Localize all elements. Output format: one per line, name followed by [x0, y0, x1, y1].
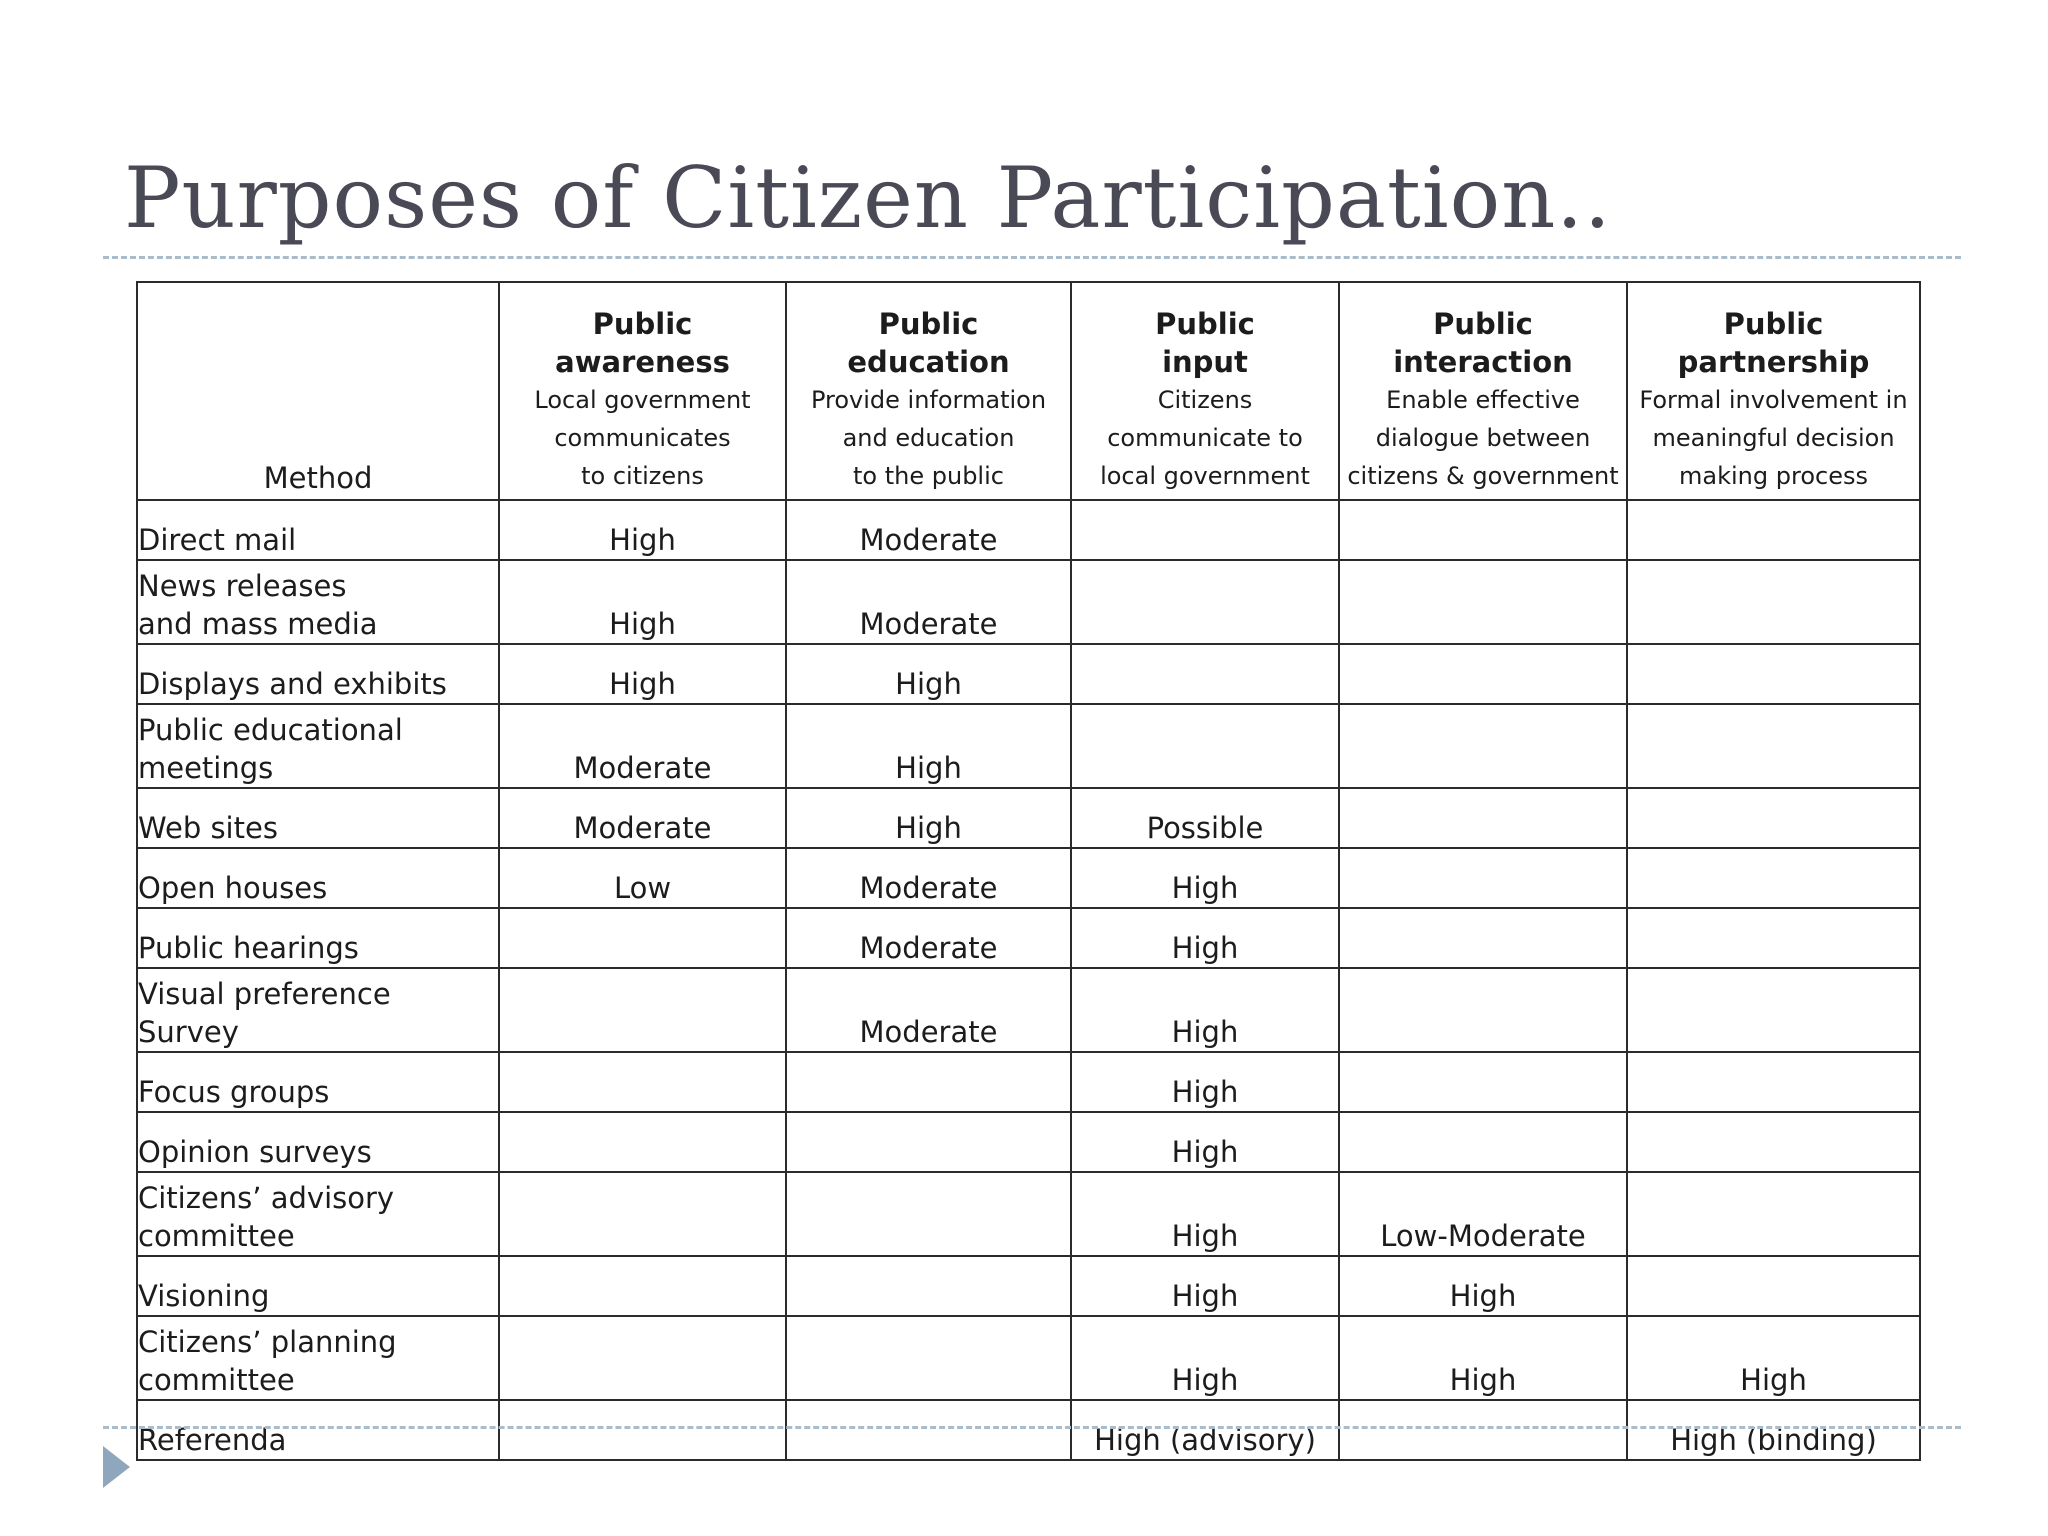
method-cell: Citizens’ advisory committee — [137, 1172, 499, 1256]
column-title: Public interaction — [1393, 307, 1573, 379]
value-cell: High — [499, 560, 786, 644]
method-cell: Displays and exhibits — [137, 644, 499, 704]
table-row — [137, 560, 1920, 644]
column-header — [1627, 282, 1920, 500]
column-header — [1071, 282, 1339, 500]
value-cell — [786, 1112, 1071, 1172]
value-cell — [786, 1256, 1071, 1316]
slide-title: Purposes of Citizen Participation.. — [124, 149, 1612, 247]
method-cell: Focus groups — [137, 1052, 499, 1112]
value-cell: High — [499, 644, 786, 704]
value-cell: Moderate — [499, 788, 786, 848]
value-cell: High (advisory) — [1071, 1400, 1339, 1460]
value-cell — [1339, 848, 1627, 908]
column-title: Public education — [847, 307, 1010, 379]
column-header — [499, 282, 786, 500]
value-cell — [1339, 560, 1627, 644]
value-cell: High — [786, 644, 1071, 704]
column-header — [1339, 282, 1627, 500]
value-cell: High — [1071, 1316, 1339, 1400]
value-cell: Moderate — [786, 560, 1071, 644]
value-cell: High (binding) — [1627, 1400, 1920, 1460]
column-description: Enable effective dialogue between citizens & government — [1347, 386, 1619, 490]
value-cell: High — [1071, 1112, 1339, 1172]
method-cell: Open houses — [137, 848, 499, 908]
column-description: Formal involvement in meaningful decision making process — [1639, 386, 1908, 490]
value-cell: High — [1627, 1316, 1920, 1400]
value-cell — [499, 908, 786, 968]
value-cell — [1339, 1400, 1627, 1460]
value-cell — [499, 1400, 786, 1460]
table-row — [137, 1316, 1920, 1400]
value-cell — [499, 968, 786, 1052]
value-cell: Possible — [1071, 788, 1339, 848]
method-cell: Web sites — [137, 788, 499, 848]
value-cell — [499, 1172, 786, 1256]
participation-table — [136, 281, 1921, 1461]
value-cell: High — [1071, 848, 1339, 908]
value-cell — [1071, 644, 1339, 704]
value-cell: Moderate — [786, 500, 1071, 560]
value-cell — [499, 1316, 786, 1400]
method-cell: Public hearings — [137, 908, 499, 968]
method-header: Method — [137, 282, 499, 500]
value-cell: Moderate — [499, 704, 786, 788]
top-divider — [103, 256, 1961, 259]
column-header — [786, 282, 1071, 500]
bottom-divider — [103, 1426, 1961, 1429]
value-cell — [1627, 848, 1920, 908]
value-cell — [786, 1316, 1071, 1400]
value-cell: High — [1339, 1316, 1627, 1400]
column-title: Public awareness — [555, 307, 730, 379]
value-cell — [786, 1400, 1071, 1460]
value-cell — [499, 1052, 786, 1112]
table-row — [137, 788, 1920, 848]
method-cell: Referenda — [137, 1400, 499, 1460]
value-cell: Moderate — [786, 848, 1071, 908]
column-title: Public input — [1155, 307, 1255, 379]
value-cell: High — [1071, 908, 1339, 968]
table-row — [137, 704, 1920, 788]
column-description: Local government communicates to citizens — [534, 386, 751, 490]
method-cell: Direct mail — [137, 500, 499, 560]
column-description: Citizens communicate to local government — [1100, 386, 1310, 490]
value-cell: High — [1071, 1256, 1339, 1316]
triangle-right-icon — [103, 1446, 130, 1488]
value-cell — [1627, 704, 1920, 788]
value-cell — [499, 1256, 786, 1316]
column-title: Public partnership — [1677, 307, 1870, 379]
value-cell — [1627, 908, 1920, 968]
value-cell — [1627, 788, 1920, 848]
method-cell: News releases and mass media — [137, 560, 499, 644]
method-cell: Opinion surveys — [137, 1112, 499, 1172]
value-cell — [1627, 968, 1920, 1052]
table-row — [137, 500, 1920, 560]
value-cell: High — [786, 704, 1071, 788]
value-cell: High — [1339, 1256, 1627, 1316]
table-row — [137, 968, 1920, 1052]
value-cell — [786, 1172, 1071, 1256]
method-cell: Citizens’ planning committee — [137, 1316, 499, 1400]
table-row — [137, 1400, 1920, 1460]
value-cell: Low-Moderate — [1339, 1172, 1627, 1256]
value-cell — [1627, 644, 1920, 704]
header-row — [137, 282, 1920, 500]
column-description: Provide information and education to the public — [810, 386, 1047, 490]
table-row — [137, 1052, 1920, 1112]
value-cell — [1627, 500, 1920, 560]
value-cell: High — [1071, 968, 1339, 1052]
table-row — [137, 908, 1920, 968]
value-cell: Low — [499, 848, 786, 908]
value-cell — [786, 1052, 1071, 1112]
value-cell — [1071, 704, 1339, 788]
table-row — [137, 1172, 1920, 1256]
value-cell — [499, 1112, 786, 1172]
table-row — [137, 848, 1920, 908]
value-cell — [1627, 1112, 1920, 1172]
value-cell: Moderate — [786, 968, 1071, 1052]
table-row — [137, 1256, 1920, 1316]
value-cell — [1339, 908, 1627, 968]
value-cell — [1339, 644, 1627, 704]
value-cell: High — [1071, 1172, 1339, 1256]
value-cell — [1071, 560, 1339, 644]
value-cell — [1339, 704, 1627, 788]
value-cell — [1339, 1112, 1627, 1172]
table-row — [137, 1112, 1920, 1172]
value-cell: High — [1071, 1052, 1339, 1112]
value-cell — [1339, 788, 1627, 848]
method-cell: Visioning — [137, 1256, 499, 1316]
table-row — [137, 644, 1920, 704]
value-cell — [1627, 560, 1920, 644]
value-cell — [1627, 1172, 1920, 1256]
value-cell: High — [786, 788, 1071, 848]
value-cell: High — [499, 500, 786, 560]
value-cell: Moderate — [786, 908, 1071, 968]
value-cell — [1339, 968, 1627, 1052]
value-cell — [1627, 1052, 1920, 1112]
method-cell: Public educational meetings — [137, 704, 499, 788]
value-cell — [1339, 500, 1627, 560]
value-cell — [1071, 500, 1339, 560]
value-cell — [1339, 1052, 1627, 1112]
method-cell: Visual preference Survey — [137, 968, 499, 1052]
value-cell — [1627, 1256, 1920, 1316]
